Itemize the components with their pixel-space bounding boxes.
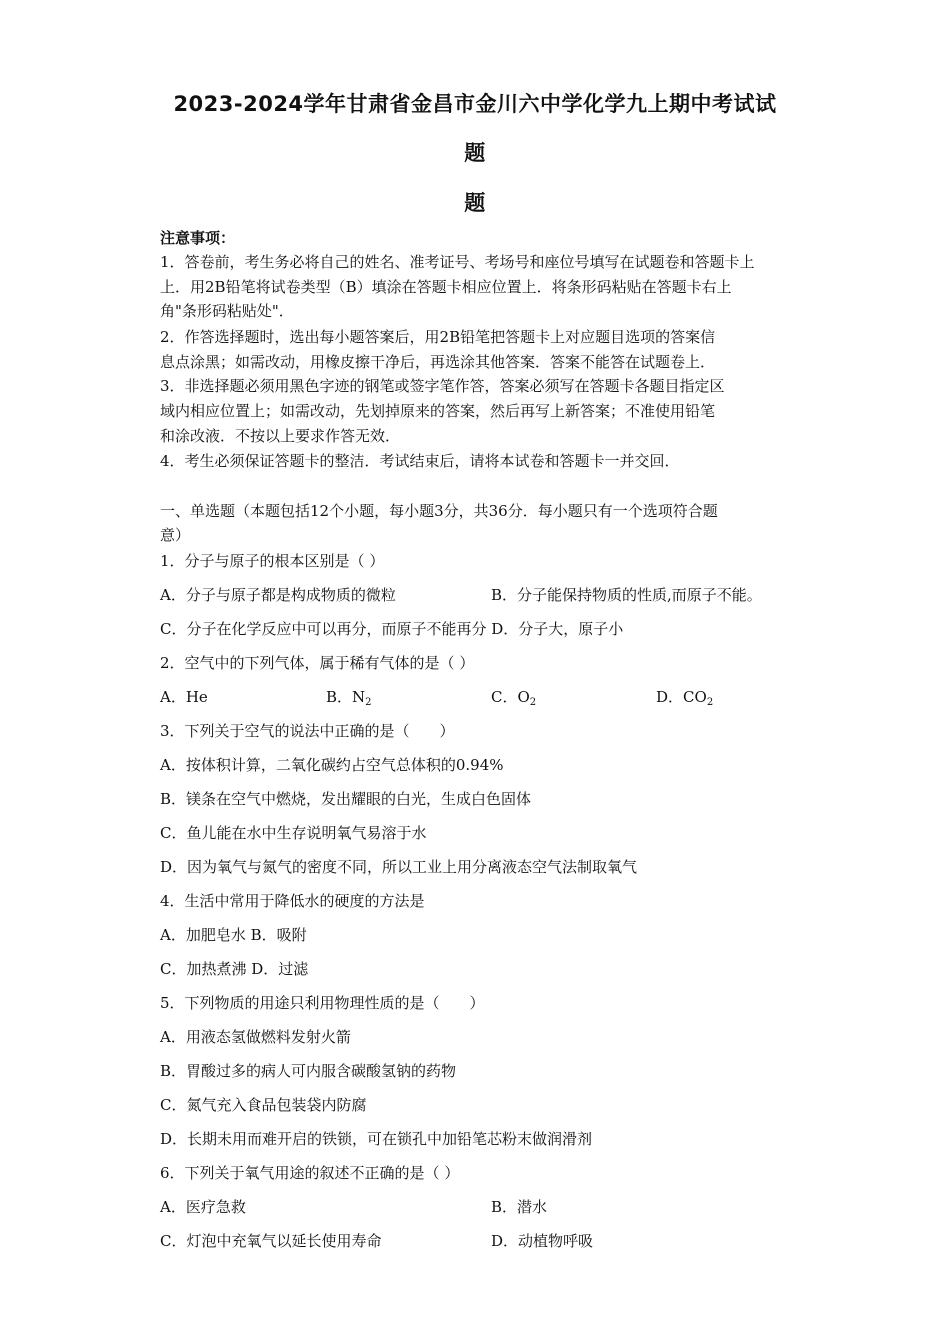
exam-title-line-2: 题 [464, 141, 486, 165]
question-5-option-a: A．用液态氢做燃料发射火箭 [160, 1028, 351, 1046]
question-4-stem: 4．生活中常用于降低水的硬度的方法是 [160, 892, 425, 910]
question-5-option-b: B．胃酸过多的病人可内服含碳酸氢钠的药物 [160, 1062, 457, 1080]
question-1-option-a: A．分子与原子都是构成物质的微粒 [160, 586, 396, 604]
section-header-cont: 意） [160, 526, 191, 544]
notes-line: 角"条形码粘贴处"． [160, 302, 294, 320]
question-6-option-b: B．潜水 [491, 1198, 548, 1216]
question-3-option-b: B．镁条在空气中燃烧，发出耀眼的白光，生成白色固体 [160, 790, 532, 808]
question-3-stem: 3．下列关于空气的说法中正确的是（ ） [160, 722, 455, 740]
question-5-option-c: C．氮气充入食品包装袋内防腐 [160, 1096, 367, 1114]
notes-line: 3．非选择题必须用黑色字迹的钢笔或签字笔作答，答案必须写在答题卡各题目指定区 [160, 377, 725, 395]
exam-title-line-3: 题 [464, 191, 486, 215]
question-6-option-c: C．灯泡中充氧气以延长使用寿命 [160, 1232, 382, 1250]
question-5-stem: 5．下列物质的用途只利用物理性质的是（ ） [160, 994, 485, 1012]
question-4-option-ab: A．加肥皂水 B．吸附 [160, 926, 307, 944]
notes-line: 2．作答选择题时，选出每小题答案后，用2B铅笔把答题卡上对应题目选项的答案信 [160, 328, 716, 346]
notes-line: 息点涂黑；如需改动，用橡皮擦干净后，再选涂其他答案．答案不能答在试题卷上． [160, 353, 716, 371]
question-6-option-d: D．动植物呼吸 [491, 1232, 594, 1250]
question-2-option-d: D．$CO_2$ [656, 688, 714, 708]
notes-line: 4．考生必须保证答题卡的整洁．考试结束后，请将本试卷和答题卡一并交回． [160, 452, 680, 470]
question-2-option-a: A．He [160, 688, 208, 706]
notes-line: 和涂改液．不按以上要求作答无效． [160, 427, 401, 445]
question-1-stem: 1．分子与原子的根本区别是（ ） [160, 552, 385, 570]
notes-heading: 注意事项： [160, 229, 236, 247]
question-1-option-b: B．分子能保持物质的性质,而原子不能。 [491, 586, 762, 604]
question-3-option-d: D．因为氧气与氮气的密度不同，所以工业上用分离液态空气法制取氧气 [160, 858, 638, 876]
question-4-option-cd: C．加热煮沸 D．过滤 [160, 960, 309, 978]
question-5-option-d: D．长期未用而难开启的铁锁，可在锁孔中加铅笔芯粉末做润滑剂 [160, 1130, 593, 1148]
question-1-option-cd: C．分子在化学反应中可以再分，而原子不能再分 D．分子大，原子小 [160, 620, 624, 638]
question-2-stem: 2．空气中的下列气体，属于稀有气体的是（ ） [160, 654, 475, 672]
question-3-option-a: A．按体积计算，二氧化碳约占空气总体积的0.94% [160, 756, 504, 774]
notes-line: 上．用2B铅笔将试卷类型（B）填涂在答题卡相应位置上．将条形码粘贴在答题卡右上 [160, 278, 732, 296]
notes-line: 1．答卷前，考生务必将自己的姓名、准考证号、考场号和座位号填写在试题卷和答题卡上 [160, 253, 755, 271]
exam-title-line-1: 2023-2024学年甘肃省金昌市金川六中学化学九上期中考试试 [173, 92, 777, 116]
notes-line: 域内相应位置上；如需改动，先划掉原来的答案，然后再写上新答案；不准使用铅笔 [160, 402, 716, 420]
question-6-option-a: A．医疗急救 [160, 1198, 246, 1216]
section-header: 一、单选题（本题包括12个小题，每小题3分，共36分．每小题只有一个选项符合题 [160, 502, 718, 520]
question-2-option-c: C．$O_2$ [491, 688, 537, 708]
question-2-option-b: B．$N_2$ [326, 688, 372, 708]
question-6-stem: 6．下列关于氧气用途的叙述不正确的是（ ） [160, 1164, 460, 1182]
question-3-option-c: C．鱼儿能在水中生存说明氧气易溶于水 [160, 824, 427, 842]
